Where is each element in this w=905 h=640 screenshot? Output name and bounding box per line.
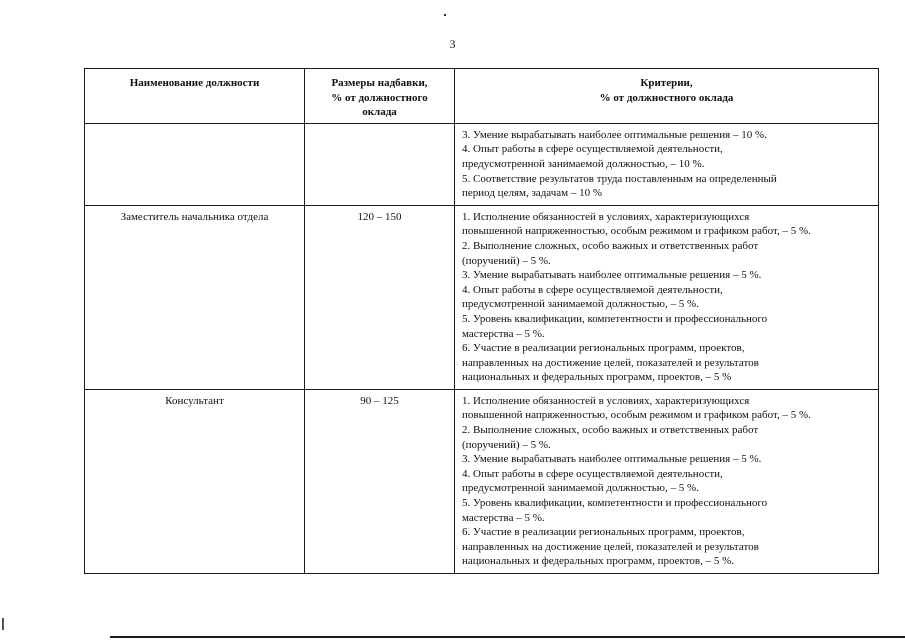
table-body [85, 123, 879, 573]
criteria-line: 3. Умение вырабатывать наиболее оптимальные решения – 5 %. [462, 269, 762, 282]
criteria-line: 6. Участие в реализации региональных программ, проектов, [462, 526, 745, 539]
allowance-range-cell [305, 123, 455, 205]
header-position-text: Наименование должности [129, 77, 260, 89]
header-criteria-text: Критерии, % от должностного оклада [599, 77, 734, 104]
criteria-line: мастерства – 5 %. [462, 327, 545, 340]
criteria-line: 3. Умение вырабатывать наиболее оптимальные решения – 5 %. [462, 453, 762, 466]
criteria-line: предусмотренной занимаемой должностью, – 5 %. [462, 482, 699, 495]
criteria-line: (поручений) – 5 %. [462, 254, 551, 267]
criteria-line: национальных и федеральных программ, проектов, – 5 %. [462, 555, 735, 568]
position-cell: Заместитель начальника отдела [85, 205, 305, 389]
criteria-line: 4. Опыт работы в сфере осуществляемой деятельности, [462, 467, 723, 480]
scan-speck [444, 14, 446, 16]
table-row [85, 205, 879, 389]
header-criteria [455, 69, 879, 124]
criteria-line: повышенной напряженностью, особым режимом и графиком работ, – 5 %. [462, 225, 811, 238]
criteria-line: 4. Опыт работы в сфере осуществляемой деятельности, [462, 283, 723, 296]
criteria-line: 2. Выполнение сложных, особо важных и ответственных работ [462, 424, 759, 437]
page-number: 3 [449, 37, 456, 51]
header-range-text: Размеры надбавки, % от должностного оклада [331, 77, 428, 119]
criteria-line: 5. Уровень квалификации, компетентности и профессионального [462, 497, 768, 510]
criteria-cell [455, 205, 879, 389]
allowance-range-cell: 90 – 125 [305, 389, 455, 573]
criteria-line: 2. Выполнение сложных, особо важных и ответственных работ [462, 239, 759, 252]
criteria-line: мастерства – 5 %. [462, 511, 545, 524]
criteria-line: направленных на достижение целей, показателей и результатов [462, 356, 759, 369]
table-row [85, 123, 879, 205]
criteria-line: 1. Исполнение обязанностей в условиях, характеризующихся [462, 394, 750, 407]
header-position [85, 69, 305, 124]
bottom-rule [110, 636, 905, 638]
criteria-line: национальных и федеральных программ, проектов, – 5 % [462, 371, 732, 384]
criteria-line: 1. Исполнение обязанностей в условиях, характеризующихся [462, 210, 750, 223]
table-header-row [85, 69, 879, 124]
criteria-line: предусмотренной занимаемой должностью, – 5 %. [462, 298, 699, 311]
position-cell [85, 123, 305, 205]
criteria-line: 6. Участие в реализации региональных программ, проектов, [462, 342, 745, 355]
criteria-line: направленных на достижение целей, показателей и результатов [462, 540, 759, 553]
position-cell: Консультант [85, 389, 305, 573]
table-row [85, 389, 879, 573]
allowance-range-cell: 120 – 150 [305, 205, 455, 389]
scan-margin-mark [2, 618, 4, 630]
criteria-cell [455, 389, 879, 573]
criteria-cell [455, 123, 879, 205]
criteria-line: 3. Умение вырабатывать наиболее оптимальные решения – 10 %. [462, 128, 767, 141]
criteria-line: период целям, задачам – 10 % [462, 187, 603, 200]
criteria-line: предусмотренной занимаемой должностью, – 10 %. [462, 157, 705, 170]
criteria-line: 4. Опыт работы в сфере осуществляемой деятельности, [462, 143, 723, 156]
criteria-line: 5. Уровень квалификации, компетентности и профессионального [462, 312, 768, 325]
criteria-line: (поручений) – 5 %. [462, 438, 551, 451]
criteria-line: повышенной напряженностью, особым режимом и графиком работ, – 5 %. [462, 409, 811, 422]
criteria-line: 5. Соответствие результатов труда поставленным на определенный [462, 172, 777, 185]
criteria-table [84, 68, 879, 574]
header-range [305, 69, 455, 124]
